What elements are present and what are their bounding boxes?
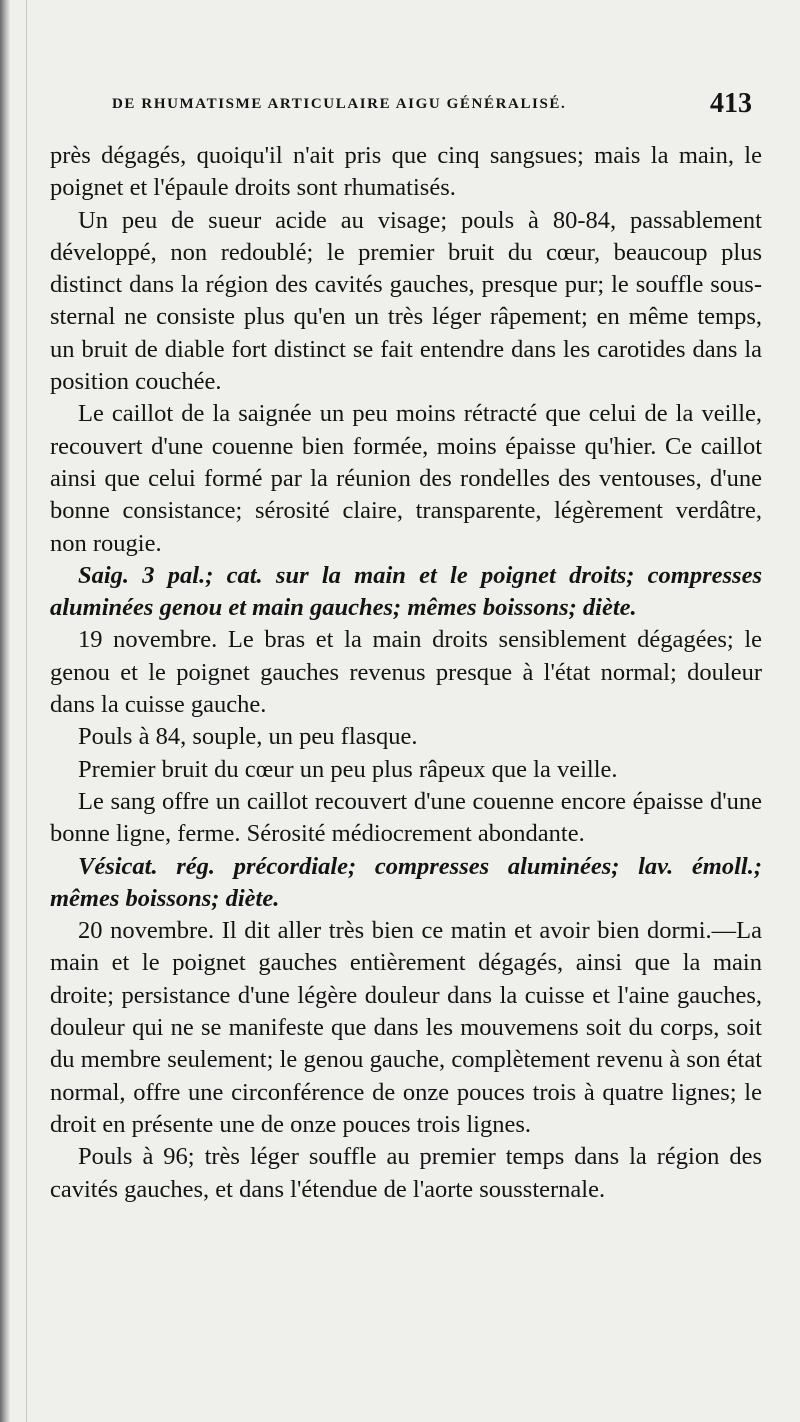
paragraph-pulse: Pouls à 84, souple, un peu flasque. <box>78 723 418 751</box>
paragraph-pulse-96: Pouls à 96; très léger souffle au premier temps dans la région des cavités gauches, et dans l'étendue de l'aorte soussternale. <box>50 1143 762 1203</box>
paragraph-treatment: Saig. 3 pal.; cat. sur la main et le poignet droits; compresses aluminées genou et main gauches; mêmes boissons; diète. <box>50 561 762 622</box>
gutter-line <box>26 0 27 1422</box>
paragraph-symptoms: Un peu de sueur acide au visage; pouls à 80-84, passablement développé, non redoublé; le premier bruit du cœur, beaucoup plus distinct dans la région des cavités gauches, presque pur; le souffle sous-sternal ne consiste plus qu'en un très léger râpement; en même temps, un bruit de diable fort distinct se fait entendre dans les carotides dans la position couchée. <box>50 206 762 396</box>
running-title: DE RHUMATISME ARTICULAIRE AIGU GÉNÉRALISÉ. <box>112 96 567 112</box>
paragraph-treatment-2: Vésicat. rég. précordiale; compresses aluminées; lav. émoll.; mêmes boissons; diète. <box>50 852 762 912</box>
paragraph-blood: Le sang offre un caillot recouvert d'une couenne encore épaisse d'une bonne ligne, ferme. Sérosité médiocrement abondante. <box>50 787 762 848</box>
book-spine-shadow <box>0 0 10 1422</box>
page-header <box>112 88 760 122</box>
paragraph-continuation: près dégagés, quoiqu'il n'ait pris que cinq sangsues; mais la main, le poignet et l'épaule droits sont rhumatisés. <box>50 142 762 202</box>
page-number: 413 <box>710 88 752 119</box>
body-text <box>50 140 762 1206</box>
paragraph-heart-sound: Premier bruit du cœur un peu plus râpeux que la veille. <box>78 755 618 783</box>
paragraph-blood-clot: Le caillot de la saignée un peu moins rétracté que celui de la veille, recouvert d'une couenne bien formée, moins épaisse qu'hier. Ce caillot ainsi que celui formé par la réunion des rondelles des ventouses, d'une bonne consistance; sérosité claire, transparente, légèrement verdâtre, non rougie. <box>50 400 762 557</box>
paragraph-nov-20: 20 novembre. Il dit aller très bien ce matin et avoir bien dormi.—La main et le poignet gauches entièrement dégagés, ainsi que la main droite; persistance d'une légère douleur dans la cuisse et l'aine gauches, douleur qui ne se manifeste que dans les mouvemens soit du corps, soit du membre seulement; le genou gauche, complètement revenu à son état normal, offre une circonférence de onze pouces trois à quatre lignes; le droit en présente une de onze pouces trois lignes. <box>50 917 762 1138</box>
paragraph-nov-19: 19 novembre. Le bras et la main droits sensiblement dégagées; le genou et le poignet gauches revenus presque à l'état normal; douleur dans la cuisse gauche. <box>50 626 762 719</box>
